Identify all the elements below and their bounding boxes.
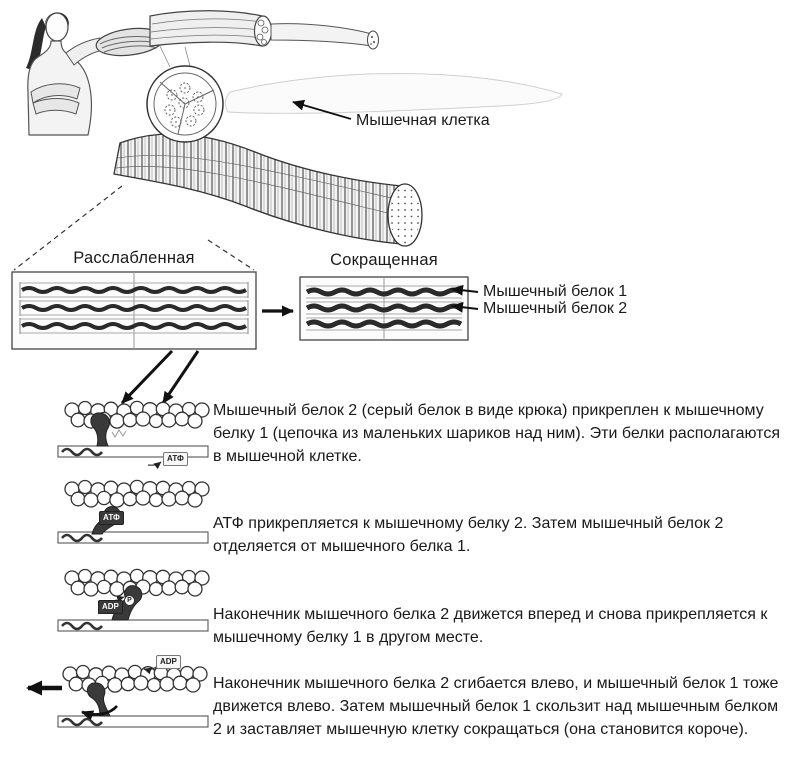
phosphate-badge-step3: P (124, 595, 135, 606)
adp-badge-step3: ADP (98, 600, 123, 614)
step-1-text: Мышечный белок 2 (серый белок в виде крюка) прикреплен к мышечному белку 1 (цепочка из маленьких шариков над ним). Эти белки располагаются в мышечной клетке. (213, 402, 780, 465)
contracted-state-label: Сокращенная (330, 251, 438, 269)
atp-badge-step1: АТФ (163, 452, 188, 466)
muscle-protein-1-label: Мышечный белок 1 (483, 283, 628, 300)
zoom-to-step1-arrows (122, 351, 198, 403)
step-4-text: Наконечник мышечного белка 2 сгибается влево, и мышечный белок 1 тоже движется влево. Затем мышечный белок 1 скользит над мышечным белком 2 и заставляет мышечную клетку сокращаться (она становится короче). (213, 675, 779, 738)
striated-myofibril (114, 134, 422, 246)
step-2-diagram (58, 480, 209, 543)
contracted-sarcomere-box (300, 277, 468, 340)
muscle-fascicle (150, 11, 272, 46)
step-4-diagram (28, 665, 208, 727)
relaxed-sarcomere-box (12, 272, 256, 349)
muscle-cell-label: Мышечная клетка (356, 112, 490, 129)
relaxed-state-label: Расслабленная (73, 249, 195, 267)
single-fiber-strand (271, 24, 379, 49)
atp-badge-step2: АТФ (99, 511, 124, 525)
muscle-cell-band (226, 74, 562, 114)
step-2-text: АТФ прикрепляется к мышечному белку 2. Затем мышечный белок 2 отделяется от мышечного белка 1. (213, 515, 724, 555)
woman-figure (26, 12, 104, 135)
step-3-text: Наконечник мышечного белка 2 движется вперед и снова прикрепляется к мышечному белку 1 в другом месте. (213, 606, 768, 646)
fiber-cross-section (147, 66, 223, 142)
adp-badge-step4: ADP (156, 655, 181, 669)
muscle-protein-2-label: Мышечный белок 2 (483, 300, 628, 317)
